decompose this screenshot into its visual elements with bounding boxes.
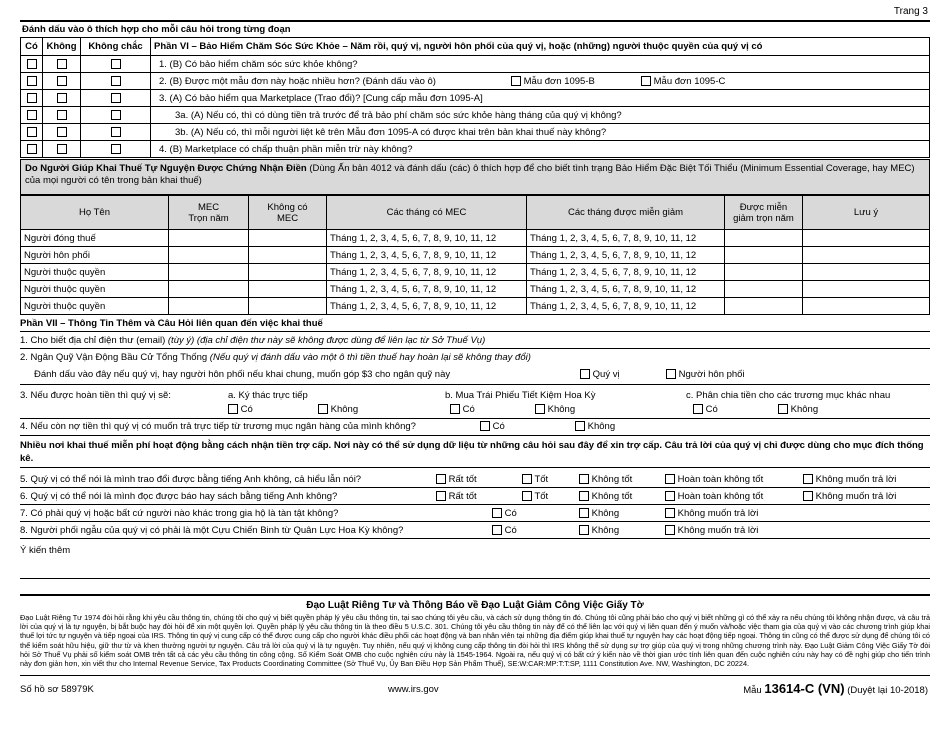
part7-title: Phần VII – Thông Tin Thêm và Câu Hỏi liên quan đến việc khai thuế [20, 318, 323, 329]
part7-q5: 5. Quý vị có thể nói là mình trao đổi được bằng tiếng Anh không, cả hiểu lẫn nói? [20, 474, 362, 485]
q5-not-at-all-checkbox[interactable] [665, 474, 675, 484]
exempt-full-cell[interactable] [725, 247, 803, 264]
mec-header-months-exempt: Các tháng được miễn giảm [527, 196, 725, 230]
q3b-yes-checkbox[interactable] [27, 127, 37, 137]
q6-good-checkbox[interactable] [522, 491, 532, 501]
part6-q3: 3. (A) Có bảo hiểm qua Marketplace (Trao đổi)? [Cung cấp mẫu đơn 1095-A] [151, 90, 930, 107]
q3a-no-checkbox[interactable] [57, 110, 67, 120]
exempt-full-cell[interactable] [725, 298, 803, 315]
no-mec-cell[interactable] [249, 264, 327, 281]
notes-cell[interactable] [803, 264, 930, 281]
privacy-title: Đạo Luật Riêng Tư và Thông Báo về Đạo Luật Giảm Công Việc Giấy Tờ [306, 600, 644, 611]
mec-row [21, 264, 930, 281]
form-1095b-label: Mẫu đơn 1095-B [523, 76, 595, 87]
mec-row-name: Người thuộc quyền [21, 264, 169, 281]
q3b-no-checkbox[interactable] [57, 127, 67, 137]
yes-label: Có [705, 404, 718, 415]
instruction-text: Đánh dấu vào ô thích hợp cho mỗi câu hỏi trong từng đoạn [22, 24, 291, 35]
q3a-yes-checkbox[interactable] [27, 110, 37, 120]
months-mec-cell[interactable]: Tháng 1, 2, 3, 4, 5, 6, 7, 8, 9, 10, 11, 12 [327, 281, 527, 298]
q6-not-good-checkbox[interactable] [579, 491, 589, 501]
no-mec-cell[interactable] [249, 281, 327, 298]
privacy-body: Đạo Luật Riêng Tư 1974 đòi hỏi rằng khi yêu cầu thông tin, chúng tôi cho quý vị biết quyền pháp lý yêu cầu thông tin, tại sao chúng tôi yêu cầu, và cách sử dụng thông tin đó. Chúng tôi cũng phải báo cho quý vị biết những gì có thể xảy ra nếu chúng tôi không nhận được, và câu trả lời của quý vị là tự nguyện, bị bắt buộc hay đòi hỏi để xin một quyền lợi. Quyền pháp lý yêu cầu thông tin là theo điều 5 U.S.C. 301. Chúng tôi yêu cầu thông tin này để có thể liên lạc với quý vị liên quan đến ý muốn và/hoặc việc tham gia của quý vị vào các chương trình giúp khai thuế lợi tức tự nguyện và tiếp ngoại của IRS. Thông tin quý vị cung cấp có thể được cung cấp cho người khác điều phối các hoạt động và ban nhân viên tại những địa điểm giúp khai thuế tự nguyện hay các hoạt động tiếp ngoại. Thông tin cũng có thể được sử dụng để chúng tôi có thể kiểm soát hữu hiệu, giữ thư từ và khen thưởng người tự nguyện. Câu trả lời của quý vị là tự nguyện. Tuy nhiên, nếu quý vị không cung cấp thông tin đòi hỏi thì IRS không thể sử dụng sự trợ giúp của quý vị trong những chương trình này. Đạo Luật Giảm Công Việc Giấy Tờ đòi hỏi Sở Thuế Vụ phải số kiểm soát OMB trên tất cả các yêu cầu thông tin công cộng. Số Kiểm Soát OMB cho cuộc nghiên cứu này là 1545-1964. Ngoài ra, nếu quý vị có bất cứ ý kiến nào về thời gian ước tính liên quan đến cuộc nghiên cứu này hay có đề nghị giúp cho tiến trình này đơn giản hơn, xin viết thư cho Internal Revenue Service, Tax Products Coordinating Committee (Sở Thuế Vụ, Ủy Ban Điều Hợp Sản Phẩm Thuế), SE:W:CAR:MP:T:T:SP, 1111 Constitution Ave. NW, Washington, DC 20224. [20, 613, 930, 669]
months-mec-cell[interactable]: Tháng 1, 2, 3, 4, 5, 6, 7, 8, 9, 10, 11, 12 [327, 230, 527, 247]
page-number: Trang 3 [893, 6, 928, 17]
mec-header-exempt-full: Được miễn giảm trọn năm [725, 196, 803, 230]
months-exempt-cell[interactable]: Tháng 1, 2, 3, 4, 5, 6, 7, 8, 9, 10, 11, 12 [527, 281, 725, 298]
irs-website: www.irs.gov [388, 684, 439, 695]
decline-label: Không muốn trả lời [677, 525, 759, 536]
mec-header-name: Họ Tên [21, 196, 169, 230]
decline-label: Không muốn trả lời [677, 508, 759, 519]
months-mec-cell[interactable]: Tháng 1, 2, 3, 4, 5, 6, 7, 8, 9, 10, 11, 12 [327, 298, 527, 315]
divider [20, 521, 930, 522]
form-1095b-checkbox[interactable] [511, 76, 521, 86]
q3-no-checkbox[interactable] [57, 93, 67, 103]
comments-input[interactable] [20, 557, 930, 579]
mec-full-year-cell[interactable] [169, 298, 249, 315]
comments-label: Ý kiến thêm [20, 545, 71, 556]
savings-bonds-yes-checkbox[interactable] [450, 404, 460, 414]
savings-bonds-no-checkbox[interactable] [535, 404, 545, 414]
part7-q6: 6. Quý vị có thể nói là mình đọc được báo hay sách bằng tiếng Anh không? [20, 491, 338, 502]
mec-row [21, 230, 930, 247]
mec-intro [20, 159, 930, 195]
divider [20, 348, 930, 349]
q2-yes-checkbox[interactable] [27, 76, 37, 86]
exempt-full-cell[interactable] [725, 281, 803, 298]
good-label: Tốt [534, 474, 549, 485]
divider [20, 435, 930, 436]
direct-debit-no-checkbox[interactable] [575, 421, 585, 431]
months-mec-cell[interactable]: Tháng 1, 2, 3, 4, 5, 6, 7, 8, 9, 10, 11, 12 [327, 264, 527, 281]
not-good-label: Không tốt [591, 491, 633, 502]
form-1095c-label: Mẫu đơn 1095-C [653, 76, 726, 87]
direct-deposit-no-checkbox[interactable] [318, 404, 328, 414]
divider [20, 538, 930, 539]
no-mec-cell[interactable] [249, 247, 327, 264]
mec-intro-text: (Dùng Ấn bản 4012 và đánh dấu (các) ô thích hợp để cho biết tình trạng Bảo Hiểm Đặc Biệt Tối Thiểu (Minimum Essential Coverage, hay MEC) của mọi người có tên trong bản khai thuế) [25, 163, 915, 186]
mec-row-name: Người thuộc quyền [21, 281, 169, 298]
mec-header-full-year: MEC Trọn năm [169, 196, 249, 230]
q7-yes-checkbox[interactable] [492, 508, 502, 518]
part6-q1: 1. (B) Có bảo hiểm chăm sóc sức khỏe không? [151, 56, 930, 73]
notes-cell[interactable] [803, 281, 930, 298]
no-label: Không [330, 404, 359, 415]
not-at-all-label: Hoàn toàn không tốt [677, 491, 764, 502]
campaign-you-checkbox[interactable] [580, 369, 590, 379]
q4-unsure-checkbox[interactable] [111, 144, 121, 154]
col-unsure-header: Không chắc [81, 38, 151, 56]
part6-q3b: 3b. (A) Nếu có, thì mỗi người liệt kê trên Mẫu đơn 1095-A có được khai trên bản khai thuế này không? [151, 124, 930, 141]
q1-unsure-checkbox[interactable] [111, 59, 121, 69]
mec-row-name: Người thuộc quyền [21, 298, 169, 315]
part7-q8: 8. Người phối ngẫu của quý vị có phải là một Cựu Chiến Binh từ Quân Lực Hoa Kỳ không? [20, 525, 404, 536]
q5-decline-checkbox[interactable] [803, 474, 813, 484]
q6-very-good-checkbox[interactable] [436, 491, 446, 501]
form-id: Mẫu 13614-C (VN) (Duyệt lại 10-2018) [743, 681, 928, 696]
part7-q3: 3. Nếu được hoàn tiền thì quý vị sẽ: [20, 390, 171, 401]
form-1095c-checkbox[interactable] [641, 76, 651, 86]
part6-q3a: 3a. (A) Nếu có, thì có dùng tiền trả trước để trả bảo phí chăm sóc sức khỏe hàng tháng của quý vị không? [151, 107, 930, 124]
divider [20, 418, 930, 419]
top-rule [20, 20, 930, 22]
months-exempt-cell[interactable]: Tháng 1, 2, 3, 4, 5, 6, 7, 8, 9, 10, 11, 12 [527, 247, 725, 264]
months-exempt-cell[interactable]: Tháng 1, 2, 3, 4, 5, 6, 7, 8, 9, 10, 11, 12 [527, 230, 725, 247]
mec-intro-bold: Do Người Giúp Khai Thuế Tự Nguyện Được Chứng Nhận Điền [25, 163, 307, 174]
privacy-box [20, 594, 930, 676]
very-good-label: Rất tốt [448, 474, 477, 485]
no-label: Không [591, 525, 620, 536]
direct-deposit-yes-checkbox[interactable] [228, 404, 238, 414]
direct-deposit-label: a. Ký thác trực tiếp [228, 390, 308, 401]
notes-cell[interactable] [803, 247, 930, 264]
months-mec-cell[interactable]: Tháng 1, 2, 3, 4, 5, 6, 7, 8, 9, 10, 11, 12 [327, 247, 527, 264]
mec-table [20, 195, 930, 315]
notes-cell[interactable] [803, 230, 930, 247]
not-good-label: Không tốt [591, 474, 633, 485]
no-label: Không [790, 404, 819, 415]
split-refund-no-checkbox[interactable] [778, 404, 788, 414]
part6-q2: 2. (B) Được một mẫu đơn này hoặc nhiều hơn? (Đánh dấu vào ô) [159, 75, 436, 87]
mec-row-name: Người đóng thuế [21, 230, 169, 247]
q3b-unsure-checkbox[interactable] [111, 127, 121, 137]
q6-decline-checkbox[interactable] [803, 491, 813, 501]
catalog-number: Số hồ sơ 58979K [20, 684, 94, 695]
mec-full-year-cell[interactable] [169, 247, 249, 264]
yes-label: Có [240, 404, 253, 415]
q7-no-checkbox[interactable] [579, 508, 589, 518]
direct-debit-yes-checkbox[interactable] [480, 421, 490, 431]
months-exempt-cell[interactable]: Tháng 1, 2, 3, 4, 5, 6, 7, 8, 9, 10, 11, 12 [527, 264, 725, 281]
decline-label: Không muốn trả lời [815, 491, 897, 502]
part6-title: Phần VI – Bảo Hiểm Chăm Sóc Sức Khỏe – Năm rồi, quý vị, người hôn phối của quý vị, hoặc (những) người thuộc quyền của quý vị có [151, 38, 930, 56]
q3-yes-checkbox[interactable] [27, 93, 37, 103]
divider [20, 384, 930, 385]
split-refund-label: c. Phân chia tiền cho các trương mục khác nhau [686, 390, 891, 401]
no-label: Không [587, 421, 616, 432]
q5-not-good-checkbox[interactable] [579, 474, 589, 484]
divider [20, 331, 930, 332]
part7-q2-sub: Đánh dấu vào đây nếu quý vị, hay người hôn phối nếu khai chung, muốn góp $3 cho ngân quỹ này [34, 369, 451, 380]
savings-bonds-label: b. Mua Trái Phiếu Tiết Kiệm Hoa Kỳ [445, 390, 596, 401]
campaign-spouse-label: Người hôn phối [678, 369, 745, 380]
no-mec-cell[interactable] [249, 230, 327, 247]
not-at-all-label: Hoàn toàn không tốt [677, 474, 764, 485]
yes-label: Có [462, 404, 475, 415]
grant-notice: Nhiều nơi khai thuế miễn phí hoạt động bằng cách nhận tiền trợ cấp. Nơi này có thể sử dụng dữ liệu từ những câu hỏi sau đây để xin trợ cấp. Câu trả lời của quý vị chỉ được dùng cho mục đích thống kê. [20, 440, 924, 464]
campaign-you-label: Quý vị [592, 369, 620, 380]
notes-cell[interactable] [803, 298, 930, 315]
no-label: Không [591, 508, 620, 519]
q6-not-at-all-checkbox[interactable] [665, 491, 675, 501]
col-no-header: Không [43, 38, 81, 56]
part6-q4: 4. (B) Marketplace có chấp thuận phần miễn trừ này không? [151, 141, 930, 158]
mec-full-year-cell[interactable] [169, 264, 249, 281]
q2-no-checkbox[interactable] [57, 76, 67, 86]
q2-unsure-checkbox[interactable] [111, 76, 121, 86]
mec-row-name: Người hôn phối [21, 247, 169, 264]
mec-header-months-mec: Các tháng có MEC [327, 196, 527, 230]
part7-q4: 4. Nếu còn nợ tiền thì quý vị có muốn trả trực tiếp từ trương mục ngân hàng của mình không? [20, 421, 416, 432]
yes-label: Có [504, 525, 517, 536]
q1-no-checkbox[interactable] [57, 59, 67, 69]
q8-yes-checkbox[interactable] [492, 525, 502, 535]
yes-label: Có [504, 508, 517, 519]
split-refund-yes-checkbox[interactable] [693, 404, 703, 414]
months-exempt-cell[interactable]: Tháng 1, 2, 3, 4, 5, 6, 7, 8, 9, 10, 11, 12 [527, 298, 725, 315]
exempt-full-cell[interactable] [725, 264, 803, 281]
col-yes-header: Có [21, 38, 43, 56]
q8-no-checkbox[interactable] [579, 525, 589, 535]
divider [20, 504, 930, 505]
q7-decline-checkbox[interactable] [665, 508, 675, 518]
q5-good-checkbox[interactable] [522, 474, 532, 484]
mec-full-year-cell[interactable] [169, 281, 249, 298]
q4-no-checkbox[interactable] [57, 144, 67, 154]
good-label: Tốt [534, 491, 549, 502]
no-label: Không [547, 404, 576, 415]
part7-q1: 1. Cho biết địa chỉ điện thư (email) (tùy ý) (địa chỉ điện thư này sẽ không được dùng để liên lạc từ Sở Thuế Vụ) [20, 335, 486, 346]
very-good-label: Rất tốt [448, 491, 477, 502]
mec-row [21, 247, 930, 264]
mec-full-year-cell[interactable] [169, 230, 249, 247]
q3a-unsure-checkbox[interactable] [111, 110, 121, 120]
part7-q7: 7. Có phải quý vị hoặc bất cứ người nào khác trong gia hộ là tàn tật không? [20, 508, 339, 519]
q1-yes-checkbox[interactable] [27, 59, 37, 69]
mec-header-no-mec: Không có MEC [249, 196, 327, 230]
no-mec-cell[interactable] [249, 298, 327, 315]
part7-q2: 2. Ngân Quỹ Vận Động Bầu Cử Tổng Thống (Nếu quý vị đánh dấu vào một ô thì tiền thuế hay hoàn lại sẽ không thay đổi) [20, 352, 531, 363]
mec-row [21, 281, 930, 298]
q4-yes-checkbox[interactable] [27, 144, 37, 154]
mec-row [21, 298, 930, 315]
decline-label: Không muốn trả lời [815, 474, 897, 485]
q3-unsure-checkbox[interactable] [111, 93, 121, 103]
divider [20, 487, 930, 488]
exempt-full-cell[interactable] [725, 230, 803, 247]
campaign-spouse-checkbox[interactable] [666, 369, 676, 379]
q8-decline-checkbox[interactable] [665, 525, 675, 535]
q5-very-good-checkbox[interactable] [436, 474, 446, 484]
yes-label: Có [492, 421, 505, 432]
part6-table [20, 37, 930, 158]
divider [20, 467, 930, 468]
mec-header-notes: Lưu ý [803, 196, 930, 230]
